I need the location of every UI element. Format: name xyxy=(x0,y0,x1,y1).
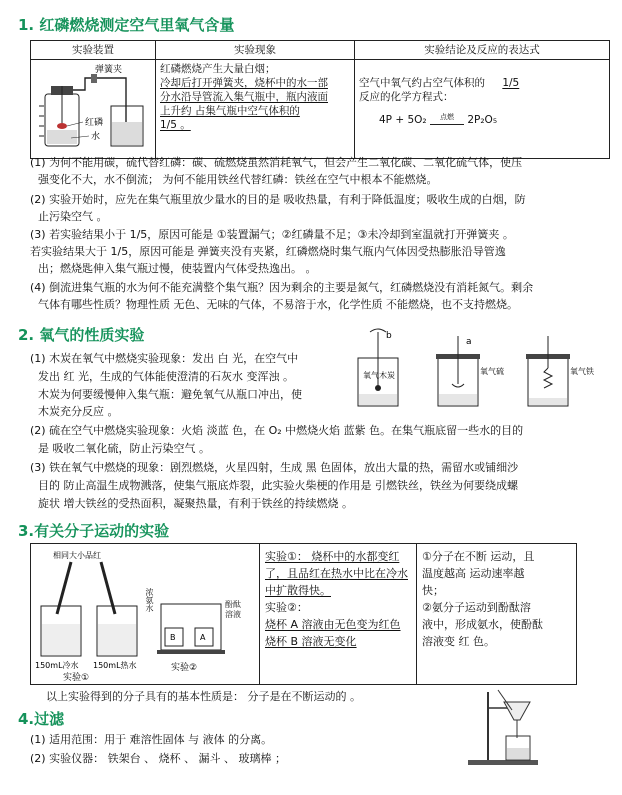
ammonia-label: 浓氨水 xyxy=(145,588,154,612)
note-line: 目的 防止高温生成物溅落，使集气瓶底炸裂，此实验火柴梗的作用是 引燃铁丝，铁丝为何要绕成螺 xyxy=(38,479,518,492)
note-line: (3) 铁在氧气中燃烧的现象：剧烈燃烧，火星四射，生成 黑 色固体，放出大量的热，需留水或铺细沙 xyxy=(30,461,519,474)
observation-line: 烧杯 A 溶液由无色变为红色 xyxy=(265,618,401,631)
water-label: 水 xyxy=(91,132,101,142)
section-3-title: 3.有关分子运动的实验 xyxy=(18,522,170,540)
observation-line: 实验②： xyxy=(265,601,308,614)
note-line: (1) 适用范围：用于 难溶性固体 与 液体 的分离。 xyxy=(30,733,273,746)
observation-line: 了，且品红在热水中比在冷水 xyxy=(265,567,408,580)
column-divider xyxy=(416,544,417,684)
note-line: (1) 为何不能用碳，硫代替红磷：碳、硫燃烧虽然消耗氧气，但会产生二氧化碳、二氧化硫气体，使压 xyxy=(30,156,523,169)
conclusion-text: 空气中氧气约占空气体积的 xyxy=(359,77,485,89)
note-line: 出；燃烧匙伸入集气瓶过慢，使装置内气体受热逸出。 。 xyxy=(38,262,317,275)
conclusion-cell xyxy=(355,60,610,159)
phenomenon-cell xyxy=(156,60,355,159)
exp2-label: 实验② xyxy=(171,663,198,673)
conclusion-line: 液中，形成氨水，使酚酞 xyxy=(422,618,543,631)
note-line: (2) 实验开始时，应先在集气瓶里放少量水的目的是 吸收热量，有利于降低温度；吸收生成的白烟，防 xyxy=(30,193,526,206)
observation-column xyxy=(265,548,413,650)
note-line: 是 吸收二氧化硫，防止污染空气 。 xyxy=(38,442,210,455)
iron-label: 氧气铁 xyxy=(570,367,594,376)
section-4-title: 4.过滤 xyxy=(18,710,65,728)
table-header: 实验现象 xyxy=(156,41,355,60)
conclusion-column xyxy=(422,548,572,650)
molecule-experiment-box xyxy=(30,543,577,685)
note-line: (2) 硫在空气中燃烧实验现象：火焰 淡蓝 色，在 O₂ 中燃烧火焰 蓝紫 色。在集气瓶底留一些水的目的 xyxy=(30,424,524,437)
note-line: 木炭充分反应 。 xyxy=(38,405,119,418)
label-a: a xyxy=(466,337,472,347)
exp1-label: 实验① xyxy=(63,673,90,683)
note-line: 气体有哪些性质？物理性质 无色、无味的气体，不易溶于水，化学性质 不能燃烧，也不支持燃烧。 xyxy=(38,298,518,311)
phenolphthalein-label: 酚酞溶液 xyxy=(225,600,241,619)
sulfur-label: 氧气硫 xyxy=(480,367,504,376)
observation-line: 中扩散得快。 xyxy=(265,584,331,597)
conclusion-line: 快； xyxy=(422,584,444,597)
note-line: (1) 木炭在氧气中燃烧实验现象：发出 白 光，在空气中 xyxy=(30,352,299,365)
note-line: (2) 实验仪器： 铁架台 、 烧杯 、 漏斗 、 玻璃棒 ； xyxy=(30,752,287,765)
column-divider xyxy=(259,544,260,684)
phenomenon-line: 冷却后打开弹簧夹，烧杯中的水一部 xyxy=(160,77,328,89)
phosphorus-apparatus-figure xyxy=(31,60,147,154)
equation-condition: 点燃 xyxy=(430,110,464,125)
equation-label: 反应的化学方程式： xyxy=(359,91,454,103)
phenomenon-line: 上升约 占集气瓶中空气体积的 xyxy=(160,105,300,117)
conclusion-line: 溶液变 红 色。 xyxy=(422,635,495,648)
molecule-experiments-figure xyxy=(31,544,259,684)
section-1-title: 1. 红磷燃烧测定空气里氧气含量 xyxy=(18,16,235,34)
table-header: 实验装置 xyxy=(31,41,156,60)
section-2-title: 2. 氧气的性质实验 xyxy=(18,326,145,344)
experiment-table xyxy=(30,40,610,159)
table-header: 实验结论及反应的表达式 xyxy=(355,41,610,60)
note-line: 发出 红 光，生成的气体能使澄清的石灰水 变浑浊 。 xyxy=(38,370,294,383)
equation-right: 2P₂O₅ xyxy=(467,114,498,126)
filtration-figure xyxy=(458,688,568,768)
observation-line: 烧杯 B 溶液无变化 xyxy=(265,635,357,648)
note-line: 木炭为何要缓慢伸入集气瓶：避免氧气从瓶口冲出，使 xyxy=(38,388,302,401)
conclusion-line: 温度越高 运动速率越 xyxy=(422,567,525,580)
beaker-a-label: A xyxy=(200,633,206,642)
hot-water-label: 150mL热水 xyxy=(93,661,137,670)
oxygen-experiments-figure xyxy=(348,328,598,410)
summary-line: 以上实验得到的分子具有的基本性质是： 分子是在不断运动的 。 xyxy=(46,690,361,703)
label-b: b xyxy=(386,331,392,341)
charcoal-label: 氧气木炭 xyxy=(363,371,395,380)
note-line: (3) 若实验结果小于 1/5，原因可能是 ①装置漏气；②红磷量不足；③未冷却到室温就打开弹簧夹 。 xyxy=(30,228,514,241)
cold-water-label: 150mL冷水 xyxy=(35,661,79,670)
conclusion-line: ②氨分子运动到酚酞溶 xyxy=(422,601,531,614)
note-line: 强变化不大，水不倒流； 为何不能用铁丝代替红磷：铁丝在空气中根本不能燃烧。 xyxy=(38,173,438,186)
phosphorus-label: 红磷 xyxy=(85,118,104,128)
observation-line: 实验①： 烧杯中的水都变红 xyxy=(265,550,400,563)
conclusion-value: 1/5 xyxy=(502,77,520,89)
note-line: 旋状 增大铁丝的受热面积，凝聚热量，有利于铁丝的持续燃烧 。 xyxy=(38,497,353,510)
equation-left: 4P + 5O₂ xyxy=(379,114,427,126)
phenomenon-line: 红磷燃烧产生大量白烟； xyxy=(160,63,276,75)
apparatus-cell xyxy=(31,60,156,159)
clip-label: 弹簧夹 xyxy=(95,65,123,75)
note-line: 若实验结果大于 1/5，原因可能是 弹簧夹没有夹紧，红磷燃烧时集气瓶内气体因受热膨胀沿导管逸 xyxy=(30,245,506,258)
same-size-label: 相同大小品红 xyxy=(53,551,101,560)
note-line: 止污染空气 。 xyxy=(38,210,108,223)
phenomenon-line: 分水沿导管流入集气瓶中，瓶内液面 xyxy=(160,91,328,103)
note-line: (4) 倒流进集气瓶的水为何不能充满整个集气瓶？因为剩余的主要是氮气，红磷燃烧没有消耗氮气。剩余 xyxy=(30,281,534,294)
phenomenon-line: 1/5 。 xyxy=(160,119,191,131)
beaker-b-label: B xyxy=(170,633,176,642)
conclusion-line: ①分子在不断 运动，且 xyxy=(422,550,535,563)
